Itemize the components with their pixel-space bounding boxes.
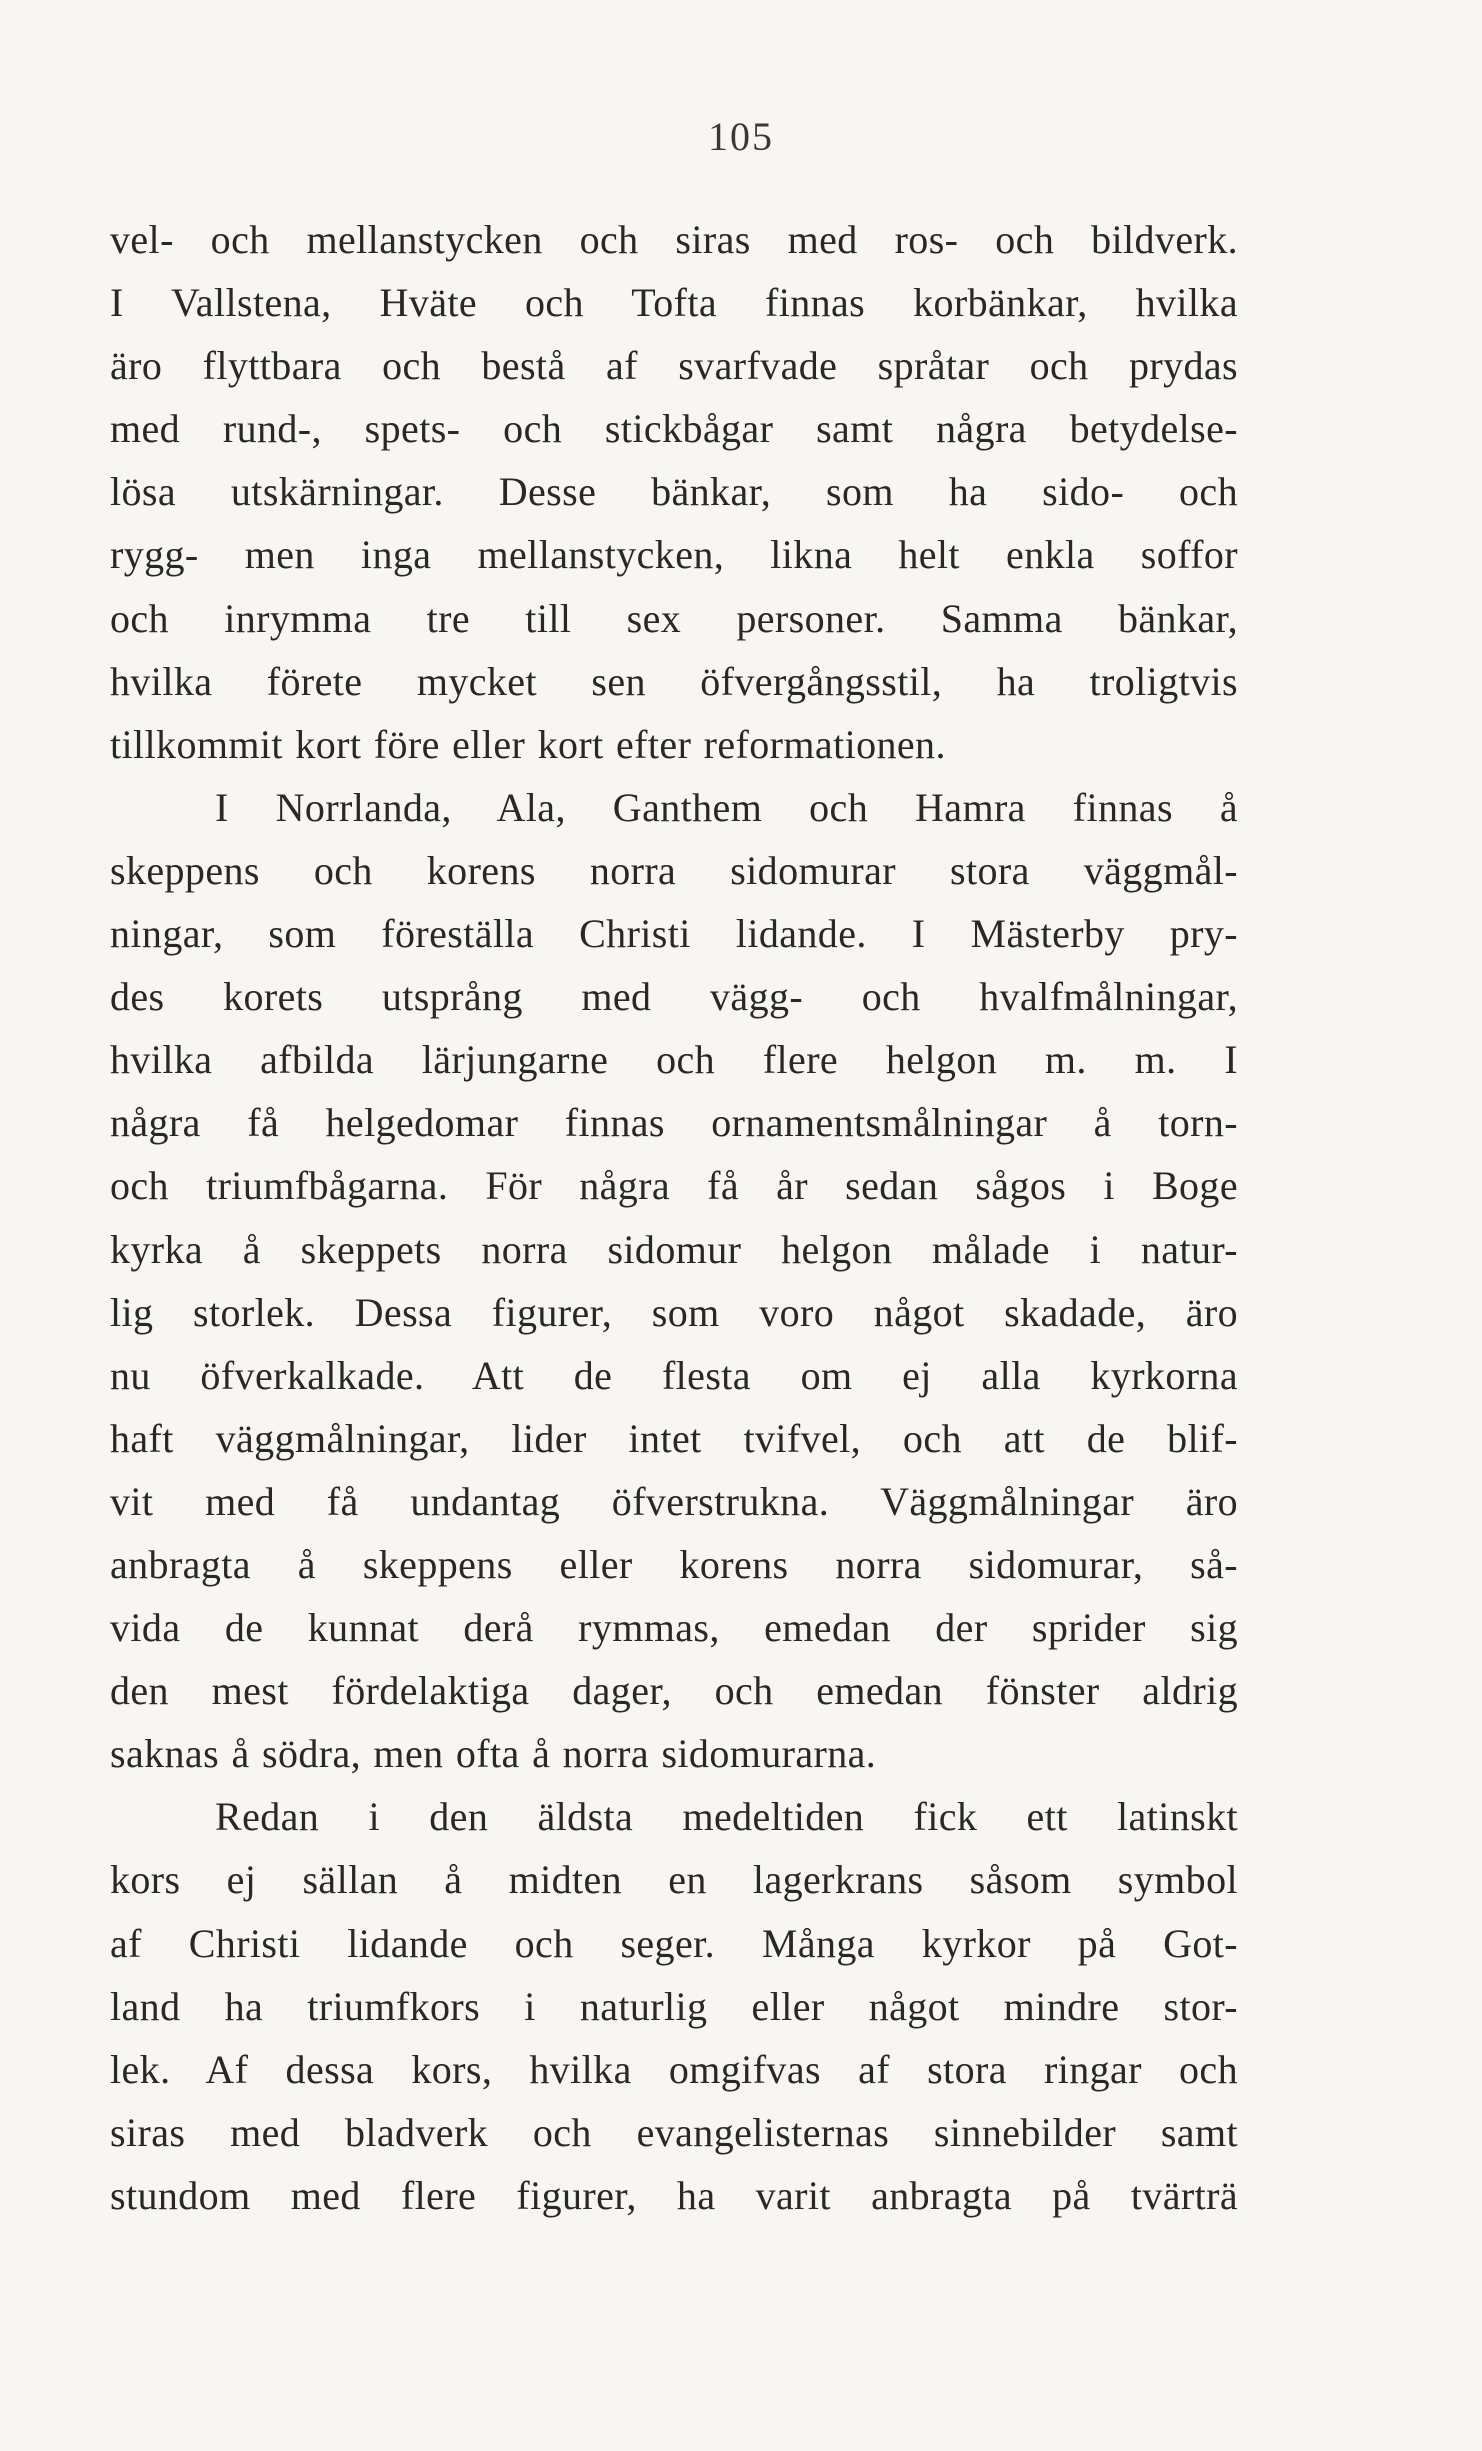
text-line: land ha triumfkors i naturlig eller något mindre stor- — [110, 1983, 1238, 2029]
text-line: ningar, som föreställa Christi lidande. I Mästerby pry- — [110, 911, 1238, 957]
text-line: vel- och mellanstycken och siras med ros- och bildverk. — [110, 217, 1238, 262]
page-number: 105 — [708, 114, 774, 159]
text-line: nu öfverkalkade. Att de flesta om ej alla kyrkorna — [110, 1352, 1238, 1398]
text-line: och inrymma tre till sex personer. Samma bänkar, — [110, 595, 1238, 641]
text-line: anbragta å skeppens eller korens norra sidomurar, så- — [110, 1541, 1238, 1587]
text-line: äro flyttbara och bestå af svarfvade språtar och prydas — [110, 343, 1238, 389]
text-line: den mest fördelaktiga dager, och emedan fönster aldrig — [110, 1668, 1238, 1714]
text-line: kors ej sällan å midten en lagerkrans såsom symbol — [110, 1857, 1238, 1903]
text-line: vida de kunnat derå rymmas, emedan der sprider sig — [110, 1605, 1238, 1651]
text-line: stundom med flere figurer, ha varit anbragta på tvärträ — [110, 2172, 1238, 2218]
text-line: hvilka afbilda lärjungarne och flere helgon m. m. I — [110, 1037, 1238, 1083]
text-line: tillkommit kort före eller kort efter reformationen. — [110, 721, 946, 767]
text-line: lek. Af dessa kors, hvilka omgifvas af stora ringar och — [110, 2046, 1238, 2092]
text-line: rygg- men inga mellanstycken, likna helt enkla soffor — [110, 532, 1238, 578]
text-line: hvilka förete mycket sen öfvergångsstil, ha troligtvis — [110, 658, 1238, 704]
text-line: saknas å södra, men ofta å norra sidomurarna. — [110, 1731, 877, 1777]
text-line: och triumfbågarna. För några få år sedan sågos i Boge — [110, 1163, 1238, 1209]
text-line: lig storlek. Dessa figurer, som voro något skadade, äro — [110, 1289, 1238, 1335]
text-line: des korets utsprång med vägg- och hvalfmålningar, — [110, 974, 1238, 1020]
text-line: lösa utskärningar. Desse bänkar, som ha sido- och — [110, 469, 1238, 515]
text-line: af Christi lidande och seger. Många kyrkor på Got- — [110, 1920, 1238, 1966]
text-line: skeppens och korens norra sidomurar stora väggmål- — [110, 847, 1238, 893]
text-line: kyrka å skeppets norra sidomur helgon målade i natur- — [110, 1226, 1238, 1272]
text-line: några få helgedomar finnas ornamentsmålningar å torn- — [110, 1100, 1238, 1146]
text-line: haft väggmålningar, lider intet tvifvel, och att de blif- — [110, 1415, 1238, 1461]
text-line: med rund-, spets- och stickbågar samt några betydelse- — [110, 406, 1238, 452]
body-text — [110, 208, 1238, 2227]
text-line: I Norrlanda, Ala, Ganthem och Hamra finnas å — [215, 784, 1238, 830]
text-line: siras med bladverk och evangelisternas sinnebilder samt — [110, 2109, 1238, 2155]
text-line: I Vallstena, Hväte och Tofta finnas korbänkar, hvilka — [110, 280, 1238, 326]
text-line: Redan i den äldsta medeltiden fick ett latinskt — [215, 1794, 1238, 1840]
text-line: vit med få undantag öfverstrukna. Väggmålningar äro — [110, 1478, 1238, 1524]
